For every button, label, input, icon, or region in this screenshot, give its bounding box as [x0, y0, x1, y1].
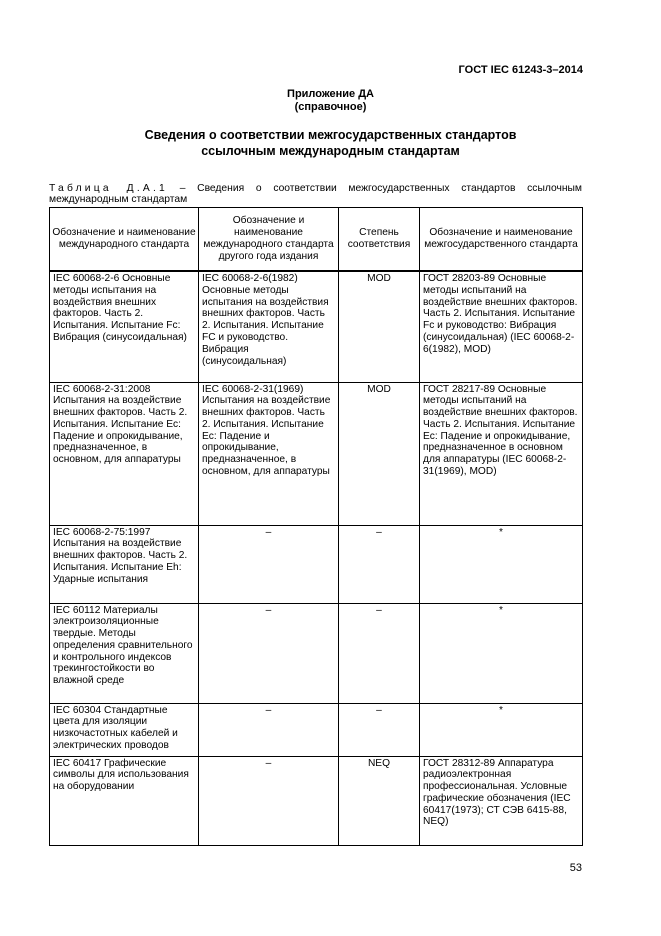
table-row: [50, 382, 583, 525]
cell-degree-of-correspondence: NEQ: [339, 756, 420, 845]
table-row: [50, 756, 583, 845]
cell-degree-of-correspondence: MOD: [339, 382, 420, 525]
table-caption: [49, 183, 582, 205]
table-row: [50, 271, 583, 382]
cell-international-standard: IEC 60304 Стандартные цвета для изоляции низкочастотных кабелей и электрических проводов: [50, 703, 199, 756]
cell-international-standard: IEC 60068-2-75:1997 Испытания на воздействие внешних факторов. Часть 2. Испытания. Испытание Eh: Ударные испытания: [50, 525, 199, 603]
appendix-heading: [0, 88, 661, 114]
table-header-row: [50, 208, 583, 272]
appendix-note: (справочное): [294, 101, 367, 113]
page-number: 53: [569, 862, 582, 874]
document-code: ГОСТ IEC 61243-3–2014: [458, 64, 583, 76]
header-interstate-standard: Обозначение и наименование межгосударственного стандарта: [420, 208, 583, 272]
cell-interstate-standard: *: [420, 525, 583, 603]
table-row: [50, 525, 583, 603]
cell-interstate-standard: ГОСТ 28312-89 Аппаратура радиоэлектронная профессиональная. Условные графические обозначения (IEC 60417(1973); СТ СЭВ 6415-88, NEQ): [420, 756, 583, 845]
cell-international-standard: IEC 60068-2-31:2008 Испытания на воздействие внешних факторов. Часть 2. Испытания. Испытание Ec: Падение и опрокидывание, предназначенное, в основном, для аппаратуры: [50, 382, 199, 525]
cell-other-edition-standard: –: [199, 603, 339, 703]
table-caption-text: – Сведения о соответствии межгосударственных стандартов ссылочным международным стандартам: [49, 183, 583, 205]
header-other-edition-standard: Обозначение и наименование международного стандарта другого года издания: [199, 208, 339, 272]
header-degree-of-correspondence: Степень соответствия: [339, 208, 420, 272]
cell-interstate-standard: *: [420, 603, 583, 703]
table-row: [50, 603, 583, 703]
cell-international-standard: IEC 60068-2-6 Основные методы испытания на воздействия внешних факторов. Часть 2. Испытания. Испытание Fc: Вибрация (синусоидальная): [50, 271, 199, 382]
cell-degree-of-correspondence: –: [339, 703, 420, 756]
cell-other-edition-standard: –: [199, 525, 339, 603]
page-title-line-2: ссылочным международным стандартам: [201, 144, 460, 158]
standards-correspondence-table: [49, 207, 583, 846]
page-title: [0, 127, 661, 159]
cell-other-edition-standard: –: [199, 703, 339, 756]
cell-other-edition-standard: IEC 60068-2-6(1982) Основные методы испытания на воздействия внешних факторов. Часть 2. Испытания. Испытание FC и руководство. Вибрация (синусоидальная): [199, 271, 339, 382]
page-title-line-1: Сведения о соответствии межгосударственных стандартов: [144, 128, 517, 142]
table-row: [50, 703, 583, 756]
appendix-label: Приложение ДА: [287, 88, 374, 100]
cell-other-edition-standard: –: [199, 756, 339, 845]
cell-interstate-standard: ГОСТ 28217-89 Основные методы испытаний на воздействие внешних факторов. Часть 2. Испытания. Испытание Ec: Падение и опрокидывание, предназначенное в основном для аппаратуры (IEC 60068-2-31(1969), MOD): [420, 382, 583, 525]
cell-degree-of-correspondence: –: [339, 525, 420, 603]
cell-international-standard: IEC 60417 Графические символы для использования на оборудовании: [50, 756, 199, 845]
cell-other-edition-standard: IEC 60068-2-31(1969) Испытания на воздействие внешних факторов. Часть 2. Испытания. Испытание Ec: Падение и опрокидывание, предназначенное, в основном, для аппаратуры: [199, 382, 339, 525]
header-international-standard: Обозначение и наименование международного стандарта: [50, 208, 199, 272]
cell-degree-of-correspondence: –: [339, 603, 420, 703]
cell-degree-of-correspondence: MOD: [339, 271, 420, 382]
cell-interstate-standard: ГОСТ 28203-89 Основные методы испытаний на воздействие внешних факторов. Часть 2. Испытания. Испытание Fc и руководство: Вибрация (синусоидальная) (IEC 60068-2-6(1982), MOD): [420, 271, 583, 382]
cell-interstate-standard: *: [420, 703, 583, 756]
table-caption-label: Таблица Д.А.1: [49, 183, 168, 194]
cell-international-standard: IEC 60112 Материалы электроизоляционные твердые. Методы определения сравнительного и контрольного индексов трекингостойкости во влажной среде: [50, 603, 199, 703]
